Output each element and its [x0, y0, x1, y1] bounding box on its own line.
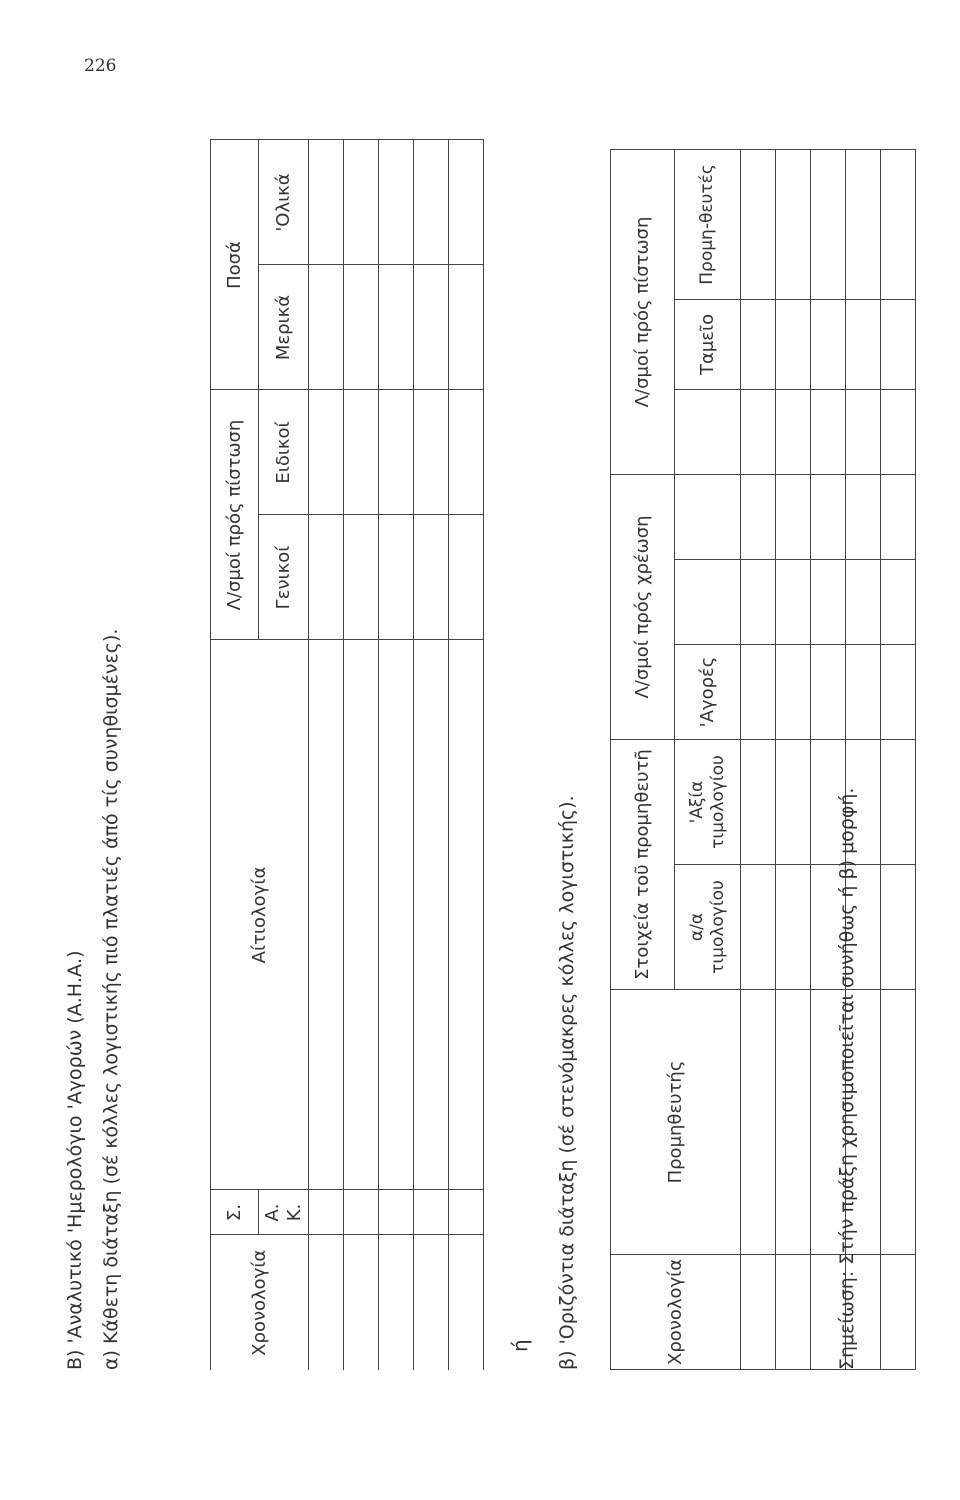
table-row: [776, 149, 811, 1369]
header-credit-accounts: Λ/σμοί πρός πίστωση: [211, 390, 259, 640]
header-debit-accounts: Λ/σμοί πρός χρέωση: [611, 474, 675, 739]
journal-table-vertical: [210, 139, 484, 1370]
header-supplier: Προμηθευτής: [611, 990, 741, 1255]
header-a: Α.: [261, 1203, 283, 1222]
section-title: Β) 'Αναλυτικό 'Ημερολόγιο 'Αγορών (Α.Η.Α.): [64, 950, 86, 1370]
header-invoice-no: α/α τιμολογίου: [675, 865, 741, 990]
subsection-b-title: β) 'Οριζόντια διάταξη (σέ στενόμακρες κόλλες λογιστικής).: [556, 795, 578, 1370]
header-s: Σ.: [211, 1190, 259, 1235]
table-row: [741, 149, 776, 1369]
header-a-k: [259, 1190, 309, 1235]
header-partial: Μερικά: [259, 265, 309, 390]
header-chronologia-b: Χρονολογία: [611, 1255, 741, 1370]
header-cash: Ταμεῖο: [675, 299, 741, 389]
subsection-a-title: α) Κάθετη διάταξη (σέ κόλλες λογιστικής πιό πλατιές άπό τίς συνηθισμένες).: [100, 628, 122, 1370]
header-aitiologia: Αίτιολογία: [211, 640, 309, 1190]
header-total: 'Ολικά: [259, 140, 309, 265]
table-row: [449, 140, 484, 1370]
note: Σημείωση: Στήν πράξη χρησιμοποιεῖται συνήθως ή β) μορφή.: [836, 787, 858, 1370]
rotated-page-content: [60, 100, 880, 1460]
header-k: Κ.: [283, 1203, 305, 1222]
table-row: [309, 140, 344, 1370]
header-credit-accounts-b: Λ/σμοί πρός πίστωση: [611, 149, 675, 474]
header-general: Γενικοί: [259, 515, 309, 640]
table-row: [379, 140, 414, 1370]
header-supplier-data: Στοιχεία τοῦ προμηθευτῆ: [611, 740, 675, 990]
page-number: 226: [84, 56, 117, 76]
table-row: [344, 140, 379, 1370]
table-row: [881, 149, 916, 1369]
header-invoice-value: 'Αξία τιμολογίου: [675, 740, 741, 865]
header-amounts: Ποσά: [211, 140, 259, 390]
table-row: [414, 140, 449, 1370]
header-purchases: 'Αγορές: [675, 645, 741, 740]
header-special: Ειδικοί: [259, 390, 309, 515]
journal-table-horizontal: [610, 149, 916, 1370]
or-text: ή: [508, 1339, 532, 1352]
header-suppliers: Προμη-θευτές: [675, 149, 741, 299]
header-chronologia: Χρονολογία: [211, 1235, 309, 1370]
